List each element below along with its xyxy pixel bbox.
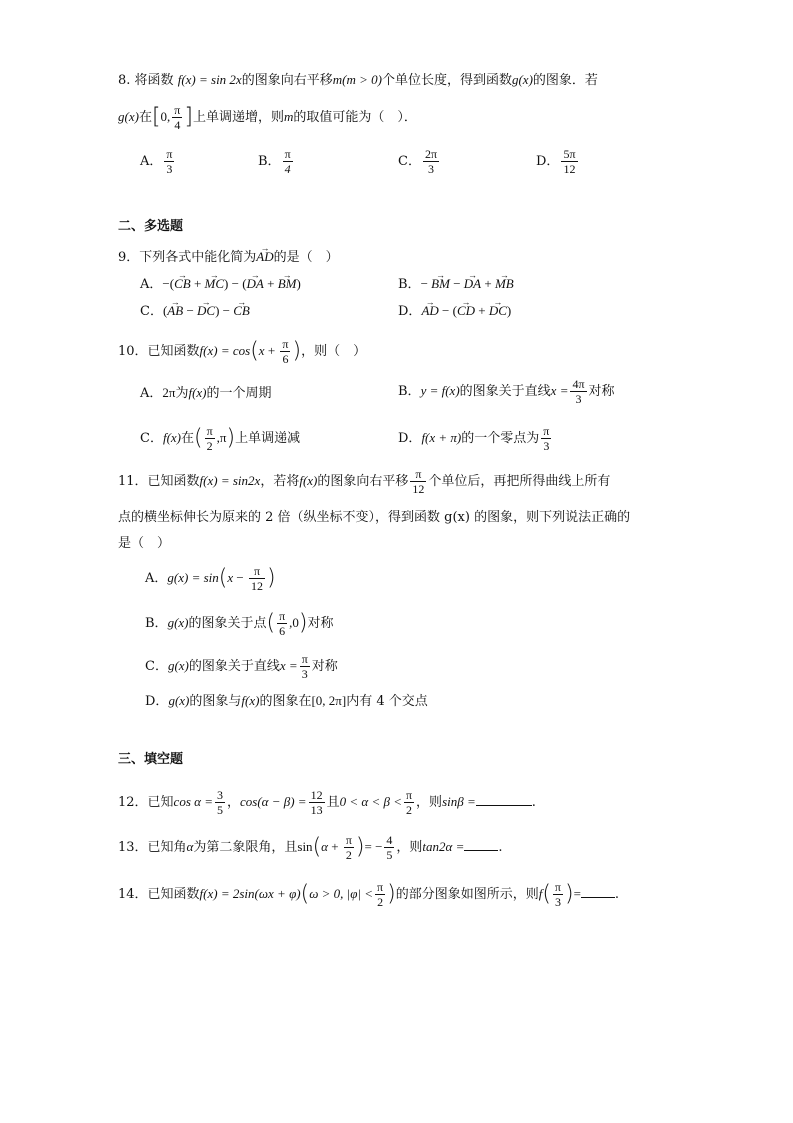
question-number: 8. bbox=[118, 73, 131, 88]
option-label: C． bbox=[145, 659, 168, 674]
option-label: D． bbox=[398, 304, 422, 319]
question-8-option-d bbox=[536, 147, 580, 177]
question-13: 13．已知角α为第二象限角，且sin(α + $\frac{\pi}{2}$ )= − $\frac{4}{5}$ ，则tan2α = . bbox=[118, 833, 503, 862]
question-10-option-b: B．y = f(x)的图象关于直线x = $\frac{4\pi}{3}$ 对称 bbox=[398, 377, 615, 406]
answer-blank[interactable] bbox=[464, 838, 498, 851]
math-expression: f(x) = sin 2x bbox=[177, 72, 242, 87]
question-9-option-a: A．−(→ CB + → MC) − (→ DA + → BM) bbox=[140, 274, 301, 295]
math-expression: g(x) bbox=[118, 109, 139, 124]
question-14: 14．已知函数f(x) = 2sin(ωx + φ)(ω > 0, |φ| < $\frac{\pi}{2}$ )的部分图象如图所示，则f( $\frac{\pi}{3}$ )= . bbox=[118, 880, 620, 909]
option-label: C． bbox=[398, 154, 421, 169]
answer-blank[interactable] bbox=[476, 793, 532, 806]
text: 10．已知函数 bbox=[118, 344, 200, 359]
bracket: ] bbox=[184, 104, 193, 130]
question-8-line2 bbox=[118, 103, 417, 132]
option-label: D． bbox=[398, 431, 422, 446]
option-label: B． bbox=[145, 616, 168, 631]
text: 将函数 bbox=[134, 73, 174, 88]
question-9-stem bbox=[118, 247, 339, 268]
question-9-option-b: B．− → BM − → DA + → MB bbox=[398, 274, 514, 295]
fraction: $\frac{\pi}{4}$ bbox=[284, 147, 291, 176]
question-10-stem: 10．已知函数f(x) = cos(x + $\frac{\pi}{6}$ )，则（ ） bbox=[118, 337, 367, 366]
fraction: $\frac{\pi}{4}$ bbox=[174, 103, 181, 132]
fraction: $\frac{5\pi}{12}$ bbox=[563, 147, 576, 176]
text: 的是（ ） bbox=[273, 250, 339, 265]
fraction: $\frac{\pi}{3}$ bbox=[166, 147, 173, 176]
question-11-line3: 是（ ） bbox=[118, 536, 171, 551]
question-11-option-a: A．g(x) = sin(x − $\frac{\pi}{12}$ ) bbox=[145, 564, 276, 593]
question-8-option-a bbox=[140, 147, 176, 177]
option-label: D． bbox=[145, 694, 169, 709]
option-label: A． bbox=[145, 571, 168, 586]
math-expression: m bbox=[283, 109, 294, 124]
question-11-line1: 11．已知函数f(x) = sin2x，若将f(x)的图象向右平移 $\frac{\pi}{12}$ 个单位后，再把所得曲线上所有 bbox=[118, 467, 611, 496]
text: 上单调递增，则 bbox=[192, 110, 284, 125]
question-8-line1 bbox=[118, 70, 598, 91]
option-label: D． bbox=[536, 154, 560, 169]
math-expression: f(x) = cos bbox=[199, 343, 251, 358]
option-label: C． bbox=[140, 304, 163, 319]
question-8-option-c bbox=[398, 147, 441, 177]
question-9-option-c: C．(→ AB − → DC) − → CB bbox=[140, 301, 250, 322]
math-expression: g(x) bbox=[511, 72, 533, 87]
question-10-option-a: A．2π为f(x)的一个周期 bbox=[140, 385, 272, 401]
option-label: A． bbox=[140, 277, 163, 292]
question-11-option-c: C．g(x)的图象关于直线x = $\frac{\pi}{3}$ 对称 bbox=[145, 652, 338, 681]
option-label: A． bbox=[140, 386, 163, 401]
question-11-option-b: B．g(x)的图象关于点( $\frac{\pi}{6}$ ,0)对称 bbox=[145, 609, 334, 638]
section-heading: 三、填空题 bbox=[118, 752, 184, 767]
question-11-line2: 点的横坐标伸长为原来的 2 倍（纵坐标不变），得到函数 g(x) 的图象，则下列说法正确的 bbox=[118, 510, 631, 525]
math-expression: 0, bbox=[160, 109, 171, 124]
fraction: $\frac{2\pi}{3}$ bbox=[424, 147, 438, 176]
option-label: C． bbox=[140, 431, 163, 446]
answer-blank[interactable] bbox=[581, 885, 615, 898]
question-12: 12．已知cos α = $\frac{3}{5}$ ，cos(α − β) = $\frac{12}{13}$ 且0 < α < β < $\frac{\pi}{2}$ ，则sinβ = . bbox=[118, 788, 536, 817]
option-label: B． bbox=[398, 384, 421, 399]
option-label: B． bbox=[258, 154, 281, 169]
text: 9．下列各式中能化简为 bbox=[118, 250, 257, 265]
question-10-option-d: D．f(x + π)的一个零点为 $\frac{\pi}{3}$ bbox=[398, 424, 550, 453]
question-8-option-b bbox=[258, 147, 295, 177]
vector-AD: → AD bbox=[256, 247, 273, 267]
text: 的图象．若 bbox=[532, 73, 598, 88]
option-label: A． bbox=[140, 154, 163, 169]
question-10-option-c: C．f(x)在( $\frac{\pi}{2}$ ,π)上单调递减 bbox=[140, 424, 301, 453]
text: 的取值可能为（ ）． bbox=[293, 110, 417, 125]
question-11-option-d: D．g(x)的图象与f(x)的图象在[0, 2π]内有 4 个交点 bbox=[145, 693, 428, 709]
bracket: [ bbox=[151, 104, 161, 130]
section-heading: 二、多选题 bbox=[118, 219, 184, 234]
option-label: B． bbox=[398, 277, 421, 292]
text: ，则（ ） bbox=[301, 344, 367, 359]
question-9-option-d: D．→ AD − (→ CD + → DC) bbox=[398, 301, 511, 322]
math-expression: m(m > 0) bbox=[332, 72, 382, 87]
text: 在 bbox=[138, 110, 152, 125]
text: 个单位长度，得到函数 bbox=[381, 73, 512, 88]
text: 的图象向右平移 bbox=[241, 73, 333, 88]
